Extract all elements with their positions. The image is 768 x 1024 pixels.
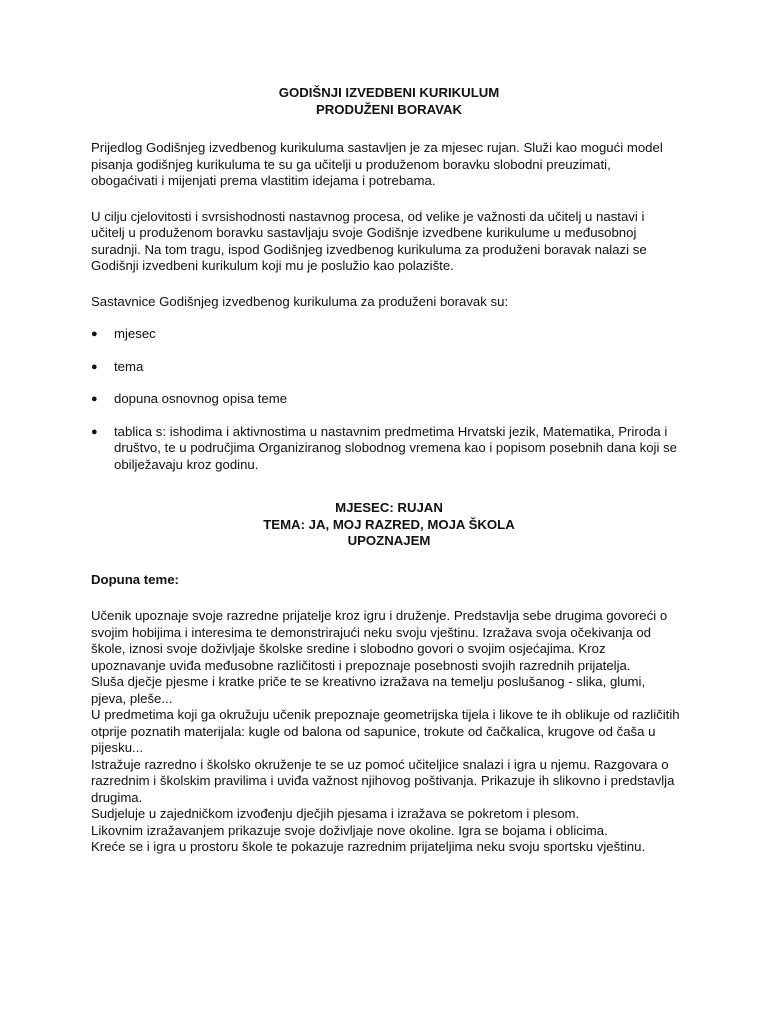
components-list xyxy=(91,326,681,473)
dopuna-paragraph-1: Učenik upoznaje svoje razredne prijatelje kroz igru i druženje. Predstavlja sebe drugima govoreći o svojim hobijima i interesima te demonstrirajući neku svoju vještinu. Izražava svoja očekivanja od škole, iznosi svoje doživljaje školske sredine i slobodno govori o svojim osjećajima. Kroz upoznavanje uviđa međusobne različitosti i prepoznaje posebnosti svojih razrednih prijatelja. xyxy=(91,608,668,673)
intro-paragraph-1: Prijedlog Godišnjeg izvedbenog kurikuluma sastavljen je za mjesec rujan. Služi kao mogući model pisanja godišnjeg kurikuluma te su ga učitelji u produženom boravku slobodni preuzimati, obogaćivati i mijenjati prema vlastitim idejama i potrebama. xyxy=(91,140,663,188)
dopuna-heading: Dopuna teme: xyxy=(91,571,179,587)
intro-paragraph-3: Sastavnice Godišnjeg izvedbenog kurikuluma za produženi boravak su: xyxy=(91,293,509,309)
list-item xyxy=(91,326,681,343)
list-item-text: mjesec xyxy=(114,326,156,341)
bullet-icon: ● xyxy=(91,328,98,340)
dopuna-paragraph-7: Kreće se i igra u prostoru škole te pokazuje razrednim prijateljima neku svoju sportsku vještinu. xyxy=(91,839,646,854)
bullet-icon: ● xyxy=(91,360,98,373)
list-item xyxy=(91,359,681,376)
list-item-text: tablica s: ishodima i aktivnostima u nastavnim predmetima Hrvatski jezik, Matematika, Priroda i društvo, te u područjima Organiziranog slobodnog vremena kao i popisom posebnih dana koji se obilježavaju kroz godinu. xyxy=(114,423,677,472)
dopuna-paragraph-6: Likovnim izražavanjem prikazuje svoje doživljaje nove okoline. Igra se bojama i oblicima. xyxy=(91,822,608,838)
dopuna-paragraph-2: Sluša dječje pjesme i kratke priče te se kreativno izražava na temelju poslušanog - slika, glumi, pjeva, pleše... xyxy=(91,674,646,706)
bullet-icon: ● xyxy=(91,393,98,405)
section-heading xyxy=(97,500,681,550)
dopuna-body xyxy=(91,608,681,856)
list-item xyxy=(91,424,681,474)
list-item-text: tema xyxy=(114,358,144,374)
list-item xyxy=(91,391,681,408)
section-subtheme: UPOZNAJEM xyxy=(347,533,431,548)
list-item-text: dopuna osnovnog opisa teme xyxy=(114,391,288,406)
section-month: MJESEC: RUJAN xyxy=(335,500,443,515)
dopuna-paragraph-3: U predmetima koji ga okružuju učenik prepoznaje geometrijska tijela i likove te ih oblikuje od različitih otprije poznatih materijala: kugle od balona od sapunice, trokute od čačkalica, krugove od čaša u pijesku... xyxy=(91,707,680,755)
intro-paragraph-2: U cilju cjelovitosti i svrsishodnosti nastavnog procesa, od velike je važnosti da učitelj u nastavi i učitelj u produženom boravku sastavljaju svoje Godišnje izvedbene kurikulume u međusobnoj suradnji. Na tom tragu, ispod Godišnjeg izvedbenog kurikuluma za produženi boravak nalazi se Godišnji izvedbeni kurikulum koji mu je poslužio kao polazište. xyxy=(91,208,647,273)
document-page xyxy=(91,85,681,856)
dopuna-paragraph-5: Sudjeluje u zajedničkom izvođenju dječjih pjesama i izražava se pokretom i plesom. xyxy=(91,806,580,821)
section-theme: TEMA: JA, MOJ RAZRED, MOJA ŠKOLA xyxy=(263,516,515,532)
title-line-2: PRODUŽENI BORAVAK xyxy=(315,101,463,117)
dopuna-paragraph-4: Istražuje razredno i školsko okruženje te se uz pomoć učiteljice snalazi i igra u njemu. Razgovara o razrednim i školskim pravilima i uviđa važnost njihovog poštivanja. Prikazuje ih slikovno i predstavlja drugima. xyxy=(91,756,675,805)
bullet-icon: ● xyxy=(91,425,98,438)
title-line-1: GODIŠNJI IZVEDBENI KURIKULUM xyxy=(278,85,500,100)
document-title xyxy=(97,85,681,118)
